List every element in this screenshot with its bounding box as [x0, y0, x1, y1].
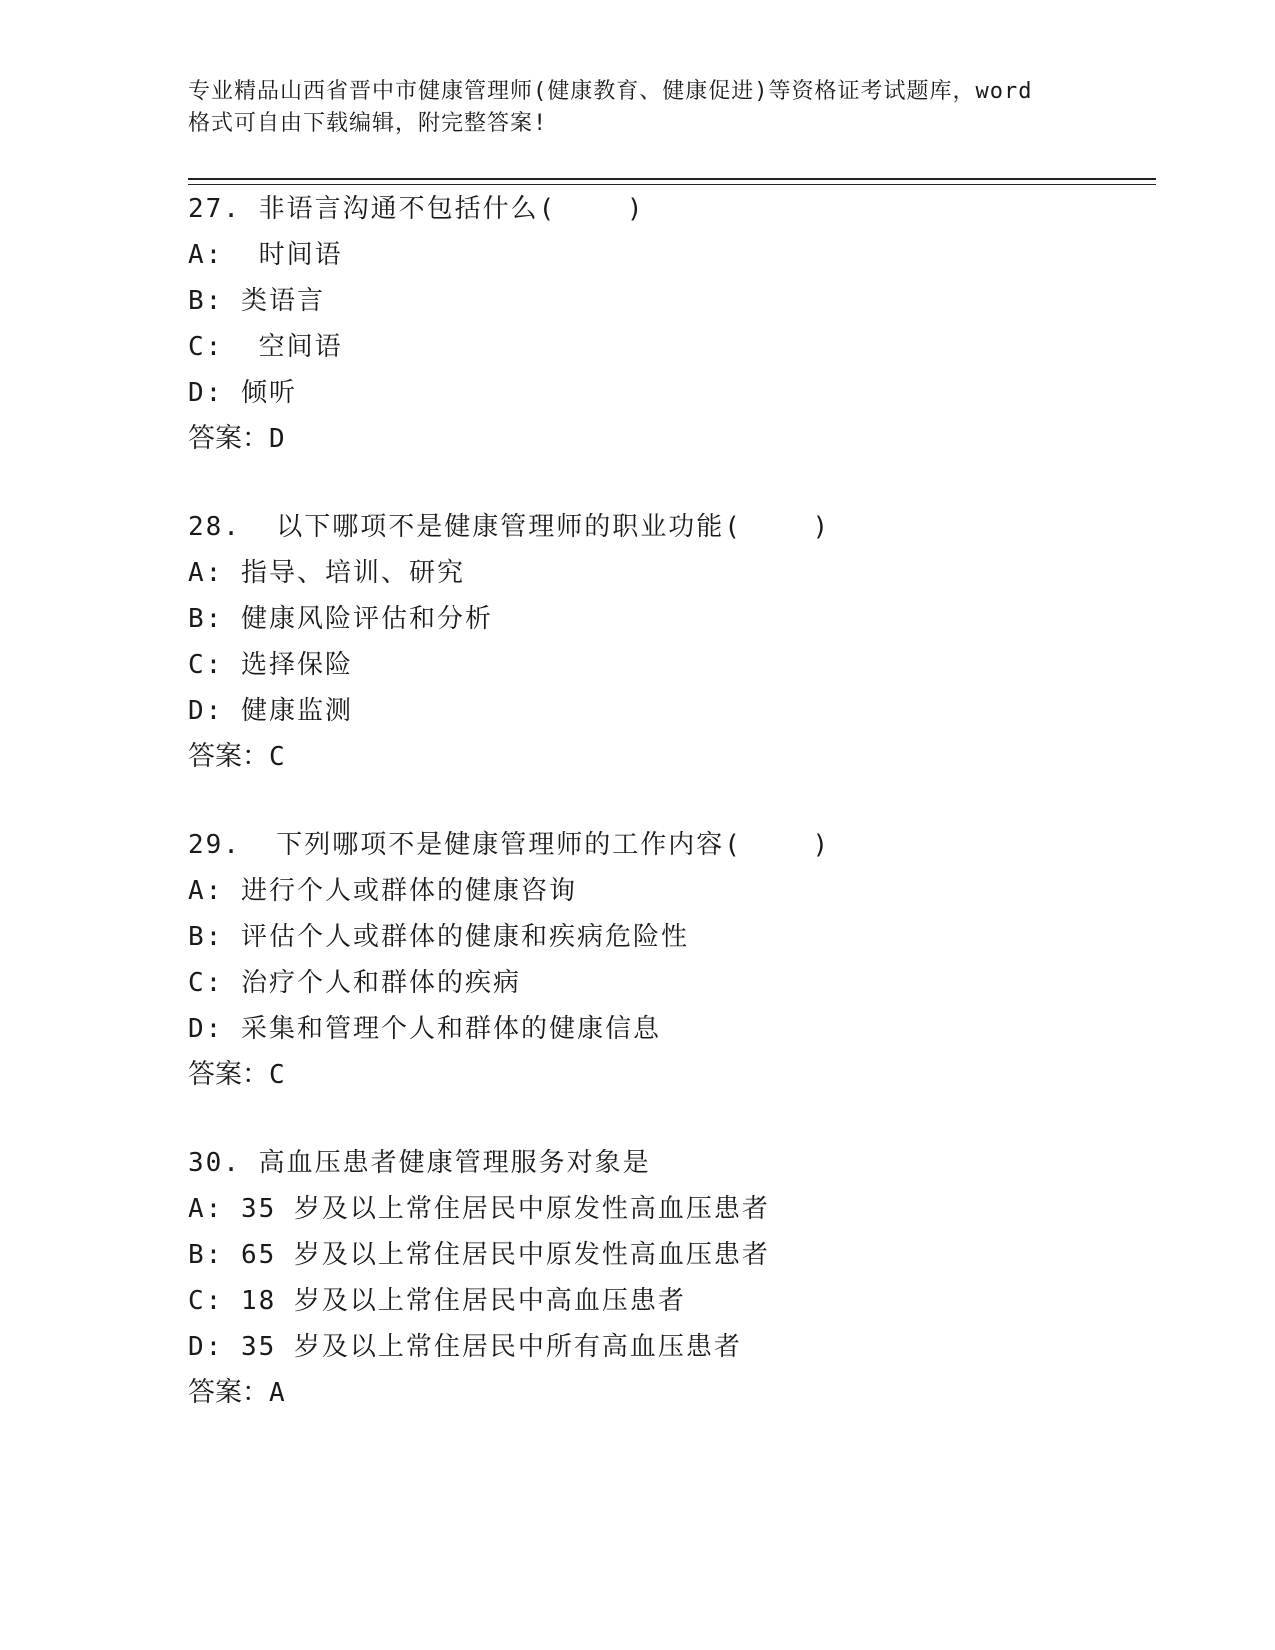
option-d: D: 健康监测 [188, 696, 353, 726]
option-d: D: 倾听 [188, 378, 297, 408]
answer-value: A [269, 1378, 285, 1408]
question-stem: 30. 高血压患者健康管理服务对象是 [188, 1148, 651, 1178]
question-stem: 27. 非语言沟通不包括什么( ) [188, 194, 645, 224]
question-27 [188, 186, 1148, 462]
header-divider-thin [188, 184, 1156, 185]
answer-label: 答案： [188, 423, 269, 454]
question-30 [188, 1140, 1148, 1416]
answer-line [188, 1370, 1148, 1416]
answer-value: D [269, 424, 285, 454]
header-line-2: 格式可自由下载编辑，附完整答案! [188, 111, 548, 136]
question-stem: 28. 以下哪项不是健康管理师的职业功能( ) [188, 512, 831, 542]
option-c: C: 空间语 [188, 332, 343, 362]
option-b: B: 评估个人或群体的健康和疾病危险性 [188, 922, 689, 952]
answer-line [188, 1052, 1148, 1098]
answer-label: 答案： [188, 1059, 269, 1090]
option-d: D: 35 岁及以上常住居民中所有高血压患者 [188, 1332, 742, 1362]
answer-label: 答案： [188, 741, 269, 772]
header-line-1: 专业精品山西省晋中市健康管理师(健康教育、健康促进)等资格证考试题库，word [188, 79, 1033, 104]
answer-label: 答案： [188, 1377, 269, 1408]
option-a: A: 指导、培训、研究 [188, 558, 465, 588]
option-c: C: 18 岁及以上常住居民中高血压患者 [188, 1286, 686, 1316]
option-b: B: 健康风险评估和分析 [188, 604, 493, 634]
answer-value: C [269, 742, 285, 772]
answer-value: C [269, 1060, 285, 1090]
question-28 [188, 504, 1148, 780]
answer-line [188, 416, 1148, 462]
option-b: B: 65 岁及以上常住居民中原发性高血压患者 [188, 1240, 770, 1270]
document-header [188, 76, 1088, 140]
option-a: A: 进行个人或群体的健康咨询 [188, 876, 577, 906]
question-29 [188, 822, 1148, 1098]
option-a: A: 时间语 [188, 240, 343, 270]
option-c: C: 治疗个人和群体的疾病 [188, 968, 521, 998]
option-b: B: 类语言 [188, 286, 325, 316]
question-stem: 29. 下列哪项不是健康管理师的工作内容( ) [188, 830, 831, 860]
option-d: D: 采集和管理个人和群体的健康信息 [188, 1014, 661, 1044]
option-a: A: 35 岁及以上常住居民中原发性高血压患者 [188, 1194, 770, 1224]
header-divider-thick [188, 178, 1156, 180]
answer-line [188, 734, 1148, 780]
option-c: C: 选择保险 [188, 650, 353, 680]
